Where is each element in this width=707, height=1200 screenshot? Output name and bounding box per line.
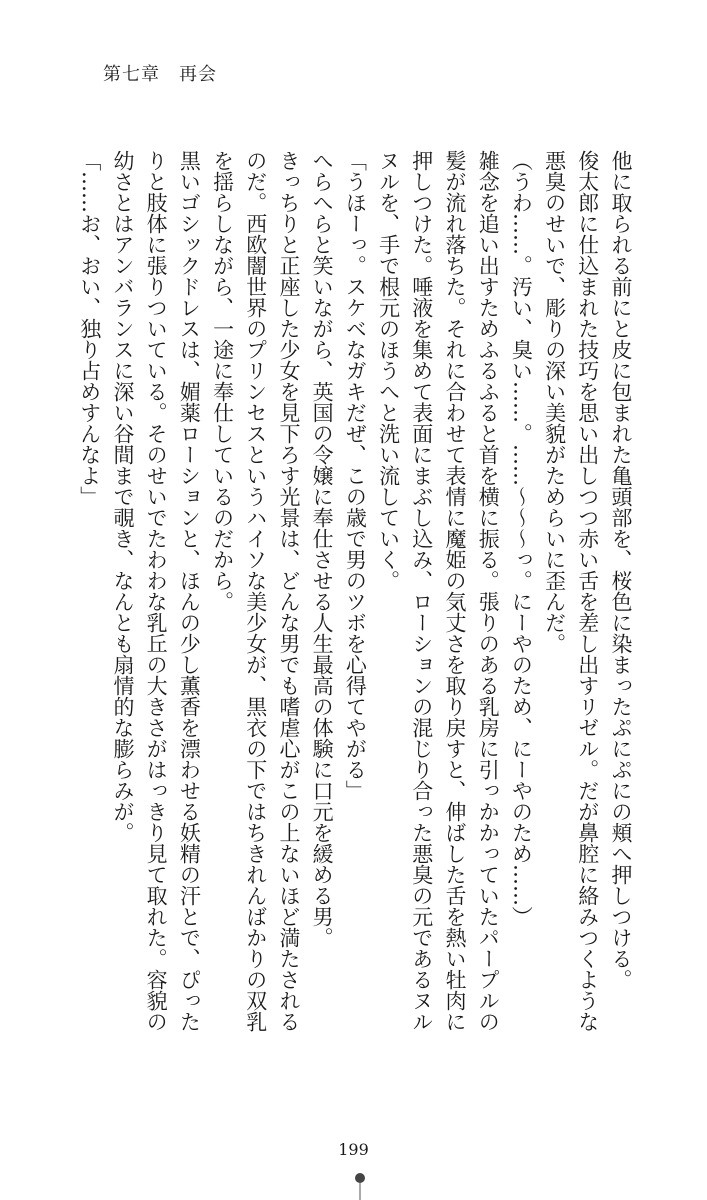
body-text	[77, 150, 637, 1035]
page-number: 199	[338, 1140, 369, 1159]
paragraph: 「……お、おい、独り占めすんなよ」	[77, 150, 102, 507]
paragraph: 「うほーっ。スケベなガキだぜ、この歳で男のツボを心得てやがる」	[343, 150, 368, 801]
chapter-header: 第七章 再会	[103, 64, 217, 85]
paragraph: きっちりと正座した少女を見下ろす光景は、どんな男でも嗜虐心がこの上ないほど満たされるのだ。西欧闇世界のプリンセスというハイソな美少女が、黒衣の下ではちきれんばかりの双乳を揺らしながら、一途に奉仕しているのだから。	[210, 150, 301, 1032]
page-ornament-icon	[354, 1170, 366, 1200]
paragraph: 黒いゴシックドレスは、媚薬ローションと、ほんの少し薫香を漂わせる妖精の汗とで、ぴったりと肢体に張りついている。そのせいでたわわな乳丘の大きさがはっきり見て取れた。容貌の幼さとはアンバランスに深い谷間まで覗き、なんとも扇情的な膨らみが。	[110, 150, 202, 1032]
paragraph: へらへらと笑いながら、英国の令嬢に奉仕させる人生最高の体験に口元を緩める男。	[310, 150, 335, 948]
paragraph: 雑念を追い出すためふるふると首を横に振る。張りのある乳房に引っかかっていたパープルの髪が流れ落ちた。それに合わせて表情に魔姫の気丈さを取り戻すと、伸ばした舌を熱い牡肉に押しつけた。唾液を集めて表面にまぶし込み、ローションの混じり合った悪臭の元であるヌルヌルを、手で根元のほうへと洗い流していく。	[376, 150, 501, 1032]
paragraph: （うわ……。汚い、臭い……。……〜〜〜っ。にーやのため、にーやのため……）	[509, 150, 534, 927]
paragraph: 俊太郎に仕込まれた技巧を思い出しつつ赤い舌を差し出すリゼル。だが鼻腔に絡みつくような悪臭のせいで、彫りの深い美貌がためらいに歪んだ。	[542, 150, 600, 1032]
paragraph: 他に取られる前にと皮に包まれた亀頭部を、桜色に染まったぷにぷにの頬へ押しつける。	[609, 150, 633, 990]
